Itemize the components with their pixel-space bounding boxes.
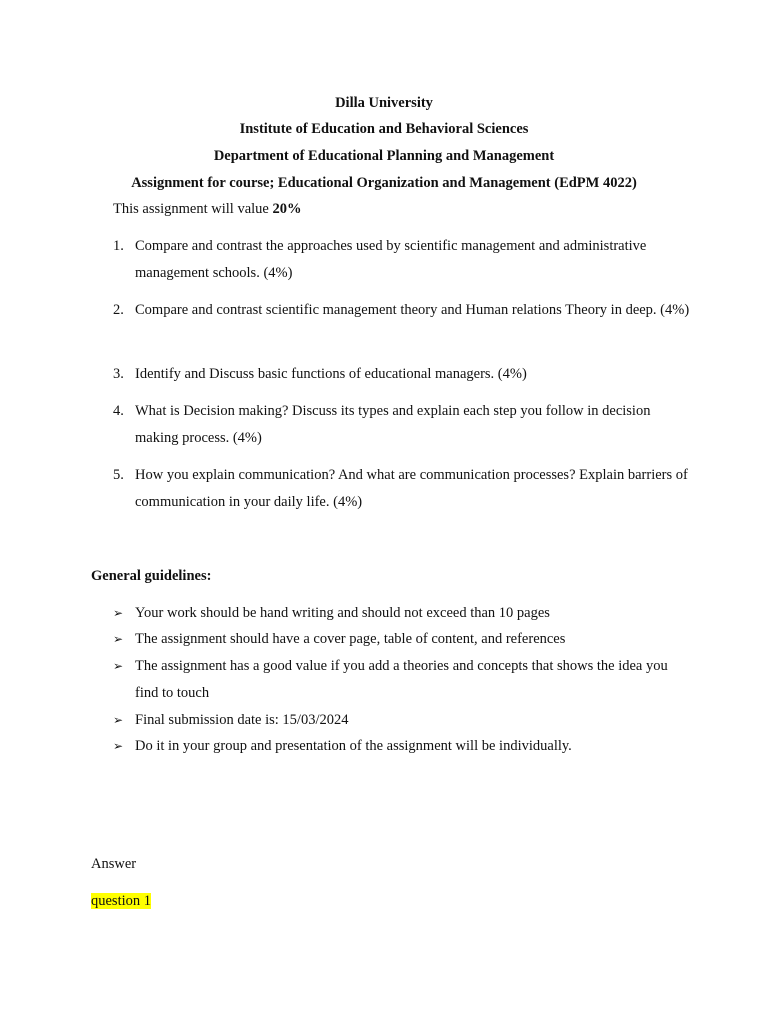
university-title: Dilla University: [335, 95, 433, 111]
guideline-text: Your work should be hand writing and should not exceed than 10 pages: [135, 605, 550, 621]
guideline-text: The assignment has a good value if you add a theories and concepts that shows the idea you find to touch: [135, 658, 668, 701]
assignment-value-percent: 20%: [272, 201, 302, 217]
assignment-value-text: This assignment will value: [113, 201, 273, 217]
question-label: [91, 891, 151, 911]
guideline-text: Final submission date is: 15/03/2024: [135, 712, 349, 728]
question-number: 4.: [113, 403, 124, 419]
question-item-3: [113, 361, 693, 388]
question-item-2: [113, 297, 693, 324]
institute-title: Institute of Education and Behavioral Sciences: [239, 121, 529, 137]
guideline-item-4: [113, 707, 683, 734]
answer-label: Answer: [91, 856, 137, 872]
course-title: Assignment for course; Educational Organization and Management (EdPM 4022): [131, 175, 637, 191]
question-text: Compare and contrast scientific management theory and Human relations Theory in deep. (4%): [135, 302, 690, 318]
guideline-text: Do it in your group and presentation of the assignment will be individually.: [135, 738, 572, 754]
arrowhead-bullet-icon: ➢: [113, 606, 124, 620]
guideline-item-3: [113, 653, 683, 707]
arrowhead-bullet-icon: ➢: [113, 739, 124, 753]
question-number: 3.: [113, 366, 124, 382]
department-title: Department of Educational Planning and Management: [213, 148, 555, 164]
question-highlight: question 1: [91, 893, 152, 909]
question-number: 1.: [113, 238, 124, 254]
arrowhead-bullet-icon: ➢: [113, 632, 124, 646]
question-item-5: [113, 462, 693, 516]
question-item-1: [113, 233, 693, 287]
question-number: 2.: [113, 302, 124, 318]
question-text: Identify and Discuss basic functions of educational managers. (4%): [135, 366, 527, 382]
assignment-value-line: [113, 200, 301, 218]
question-text: What is Decision making? Discuss its types and explain each step you follow in decision making process. (4%): [135, 403, 651, 446]
guideline-item-2: [113, 626, 683, 653]
guideline-text: The assignment should have a cover page, table of content, and references: [135, 631, 566, 647]
guideline-item-5: [113, 733, 683, 760]
guideline-item-1: [113, 600, 683, 627]
arrowhead-bullet-icon: ➢: [113, 713, 124, 727]
question-number: 5.: [113, 467, 124, 483]
question-item-4: [113, 398, 693, 452]
arrowhead-bullet-icon: ➢: [113, 659, 124, 673]
question-text: Compare and contrast the approaches used by scientific management and administrative management schools. (4%): [135, 238, 647, 281]
guidelines-title: General guidelines:: [91, 568, 212, 584]
question-text: How you explain communication? And what are communication processes? Explain barriers of communication in your daily life. (4%): [135, 467, 688, 510]
